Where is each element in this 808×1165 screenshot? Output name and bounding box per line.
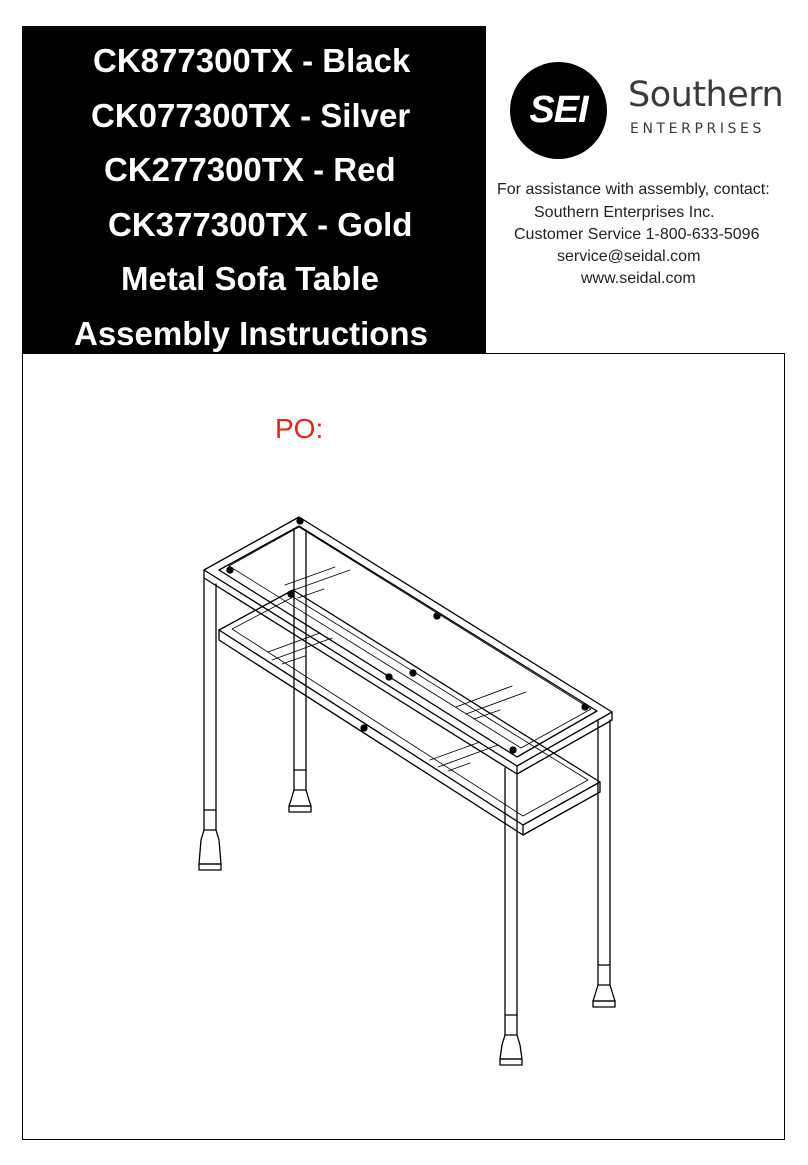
front-left-leg-icon (199, 578, 221, 870)
contact-intro: For assistance with assembly, contact: (497, 181, 770, 198)
lower-shelf-icon (219, 590, 600, 835)
model-gold-title: CK377300TX - Gold (108, 205, 413, 243)
logo-company-name: Southern (628, 75, 784, 115)
back-right-leg-icon (593, 720, 615, 1007)
model-red-title: CK277300TX - Red (104, 151, 396, 189)
contact-email: service@seidal.com (557, 248, 701, 265)
contact-website: www.seidal.com (581, 270, 696, 287)
logo-company-subtitle: ENTERPRISES (630, 121, 765, 137)
model-silver-title: CK077300TX - Silver (91, 96, 411, 134)
model-black-title: CK877300TX - Black (93, 42, 411, 79)
contact-phone: Customer Service 1-800-633-5096 (514, 226, 760, 243)
sei-logo-icon: SEI (510, 62, 607, 159)
po-label: PO: (275, 413, 324, 444)
product-name-title: Metal Sofa Table (121, 260, 379, 298)
document-type-title: Assembly Instructions (74, 314, 428, 352)
back-left-leg-icon (289, 530, 311, 812)
table-top-frame-icon (204, 517, 612, 774)
contact-company: Southern Enterprises Inc. (534, 204, 715, 221)
shelf-glass-reflection-icon (268, 633, 498, 771)
